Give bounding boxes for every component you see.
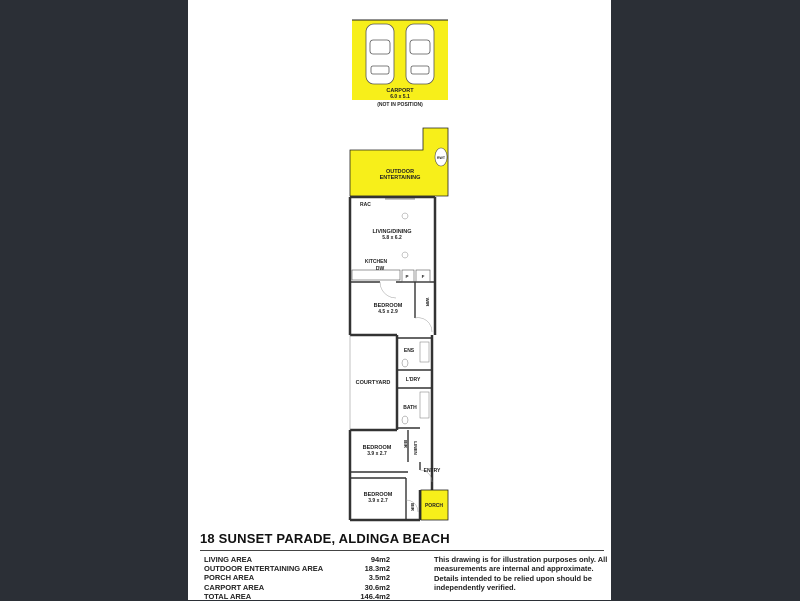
- area-value: 3.5m2: [368, 573, 390, 583]
- rac-label: RAC: [360, 202, 371, 208]
- kitchen-label: KITCHEN: [364, 259, 388, 265]
- car-left-icon: [366, 24, 394, 84]
- bedroom3-dims: 3.9 x 2.7: [368, 498, 388, 504]
- bedroom2-dims: 3.9 x 2.7: [367, 451, 387, 457]
- car-right-icon: [406, 24, 434, 84]
- disclaimer-text: This drawing is for illustration purposes only. All measurements are internal and approximate. Details intended to be relied upon should be independently verified.: [434, 555, 608, 593]
- carport-note: (NOT IN POSITION): [377, 102, 423, 108]
- laundry-label: L'DRY: [405, 377, 421, 383]
- internal-walls: [350, 282, 435, 520]
- carport-dims: 6.0 x 5.1: [390, 94, 410, 100]
- area-label: PORCH AREA: [204, 573, 255, 583]
- fridge-label: F: [421, 274, 425, 279]
- living-dims: 5.8 x 6.2: [382, 235, 402, 241]
- area-label: LIVING AREA: [204, 555, 253, 564]
- area-row: [204, 583, 390, 592]
- area-value: 30.6m2: [364, 582, 390, 592]
- area-value: 94m2: [370, 555, 390, 564]
- ceiling-fan-icon: [402, 213, 408, 219]
- bedroom1-label: BEDROOM: [373, 303, 403, 309]
- area-label: OUTDOOR ENTERTAINING AREA: [204, 564, 324, 574]
- area-row: [204, 555, 390, 564]
- outdoor-entertaining-area: [350, 128, 448, 196]
- carport-label: CARPORT: [386, 88, 414, 94]
- wir-label: WIR: [425, 297, 430, 307]
- rwt-label: RWT: [437, 156, 445, 160]
- area-label: TOTAL AREA: [204, 591, 252, 601]
- ceiling-fan-icon-2: [402, 252, 408, 258]
- living-label: LIVING/DINING: [372, 229, 412, 235]
- area-schedule: [204, 555, 390, 601]
- title-divider: [200, 550, 604, 551]
- bedroom3-label: BEDROOM: [363, 492, 393, 498]
- bedroom1-dims: 4.5 x 2.9: [378, 309, 398, 315]
- porch-label: PORCH: [424, 503, 444, 509]
- linen-label: LINEN: [413, 441, 418, 455]
- bedroom2-label: BEDROOM: [362, 445, 392, 451]
- bir2-label: BIR: [403, 440, 408, 448]
- dishwasher-label: DW: [375, 266, 385, 272]
- bath-label: BATH: [403, 405, 417, 411]
- bir3-label: BIR: [410, 503, 415, 511]
- pantry-label: P: [405, 274, 409, 279]
- outdoor-label-line1: OUTDOOR: [385, 169, 415, 175]
- area-row: [204, 564, 390, 573]
- area-value: 146.4m2: [360, 591, 390, 601]
- courtyard-label: COURTYARD: [355, 380, 391, 386]
- area-label: CARPORT AREA: [204, 582, 265, 592]
- area-value: 18.3m2: [364, 564, 390, 574]
- ensuite-fixtures: [402, 342, 429, 367]
- area-row: [204, 573, 390, 582]
- property-title: 18 SUNSET PARADE, ALDINGA BEACH: [200, 531, 450, 546]
- outdoor-label-line2: ENTERTAINING: [379, 175, 421, 181]
- entry-label: ENTRY: [423, 468, 441, 474]
- ensuite-label: ENS: [403, 348, 415, 354]
